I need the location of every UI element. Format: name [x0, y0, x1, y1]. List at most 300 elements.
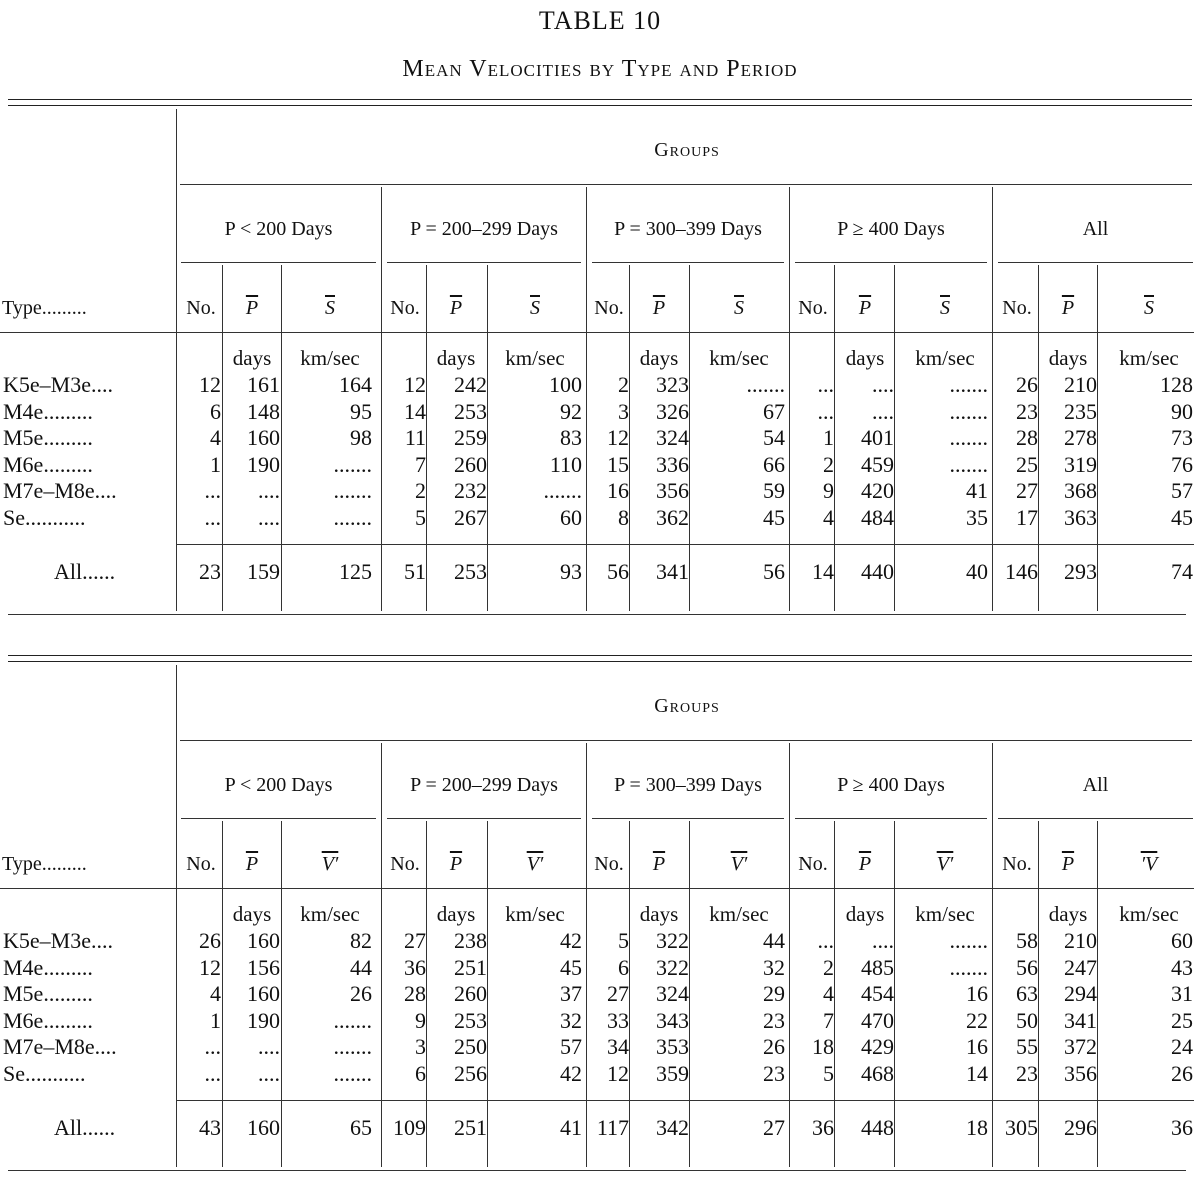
total-cell: 36	[1171, 1115, 1193, 1140]
table-cell: 12	[199, 954, 221, 980]
table-cell: 160	[247, 981, 280, 1006]
col-header-period: $\overline{P}$	[652, 853, 666, 875]
table-cell: 1	[210, 451, 221, 477]
header-rule	[0, 332, 1194, 333]
table-cell: 6	[210, 398, 221, 424]
table-row-type: M5e.........	[3, 425, 93, 450]
table-cell: 23	[763, 1007, 785, 1033]
table-cell: ....	[258, 504, 280, 530]
total-cell: 342	[656, 1115, 689, 1140]
table-cell: 27	[404, 928, 426, 953]
table-cell: 4	[823, 981, 834, 1006]
table-cell: 326	[656, 398, 689, 424]
table-cell: 82	[350, 928, 372, 953]
col-header-no: No.	[390, 297, 420, 319]
table-cell: 359	[656, 1060, 689, 1086]
table-cell: 4	[823, 504, 834, 530]
total-cell: 51	[404, 559, 426, 584]
unit-kms: km/sec	[1119, 902, 1179, 926]
col-header-no: No.	[186, 853, 216, 875]
table-cell: 253	[454, 1007, 487, 1033]
period-group-header: P ≥ 400 Days	[837, 218, 945, 240]
col-header-no: No.	[798, 297, 828, 319]
table-cell: 95	[350, 398, 372, 424]
col-header-velocity: $\overline{S}$	[734, 297, 744, 319]
table-cell: 55	[1016, 1034, 1038, 1059]
period-group-header: P = 300–399 Days	[614, 218, 762, 240]
col-header-no: No.	[798, 853, 828, 875]
table-cell: 22	[966, 1007, 988, 1033]
col-header-period: $\overline{P}$	[858, 853, 872, 875]
period-group-rule	[998, 818, 1193, 819]
col-header-no: No.	[1002, 297, 1032, 319]
table-cell: 67	[763, 398, 785, 424]
table-cell: 73	[1171, 425, 1193, 450]
period-group-rule	[795, 262, 987, 263]
table-row-type: K5e–M3e....	[3, 928, 113, 953]
table-cell: 24	[1171, 1034, 1193, 1059]
total-cell: 40	[966, 559, 988, 584]
table-cell: 4	[210, 425, 221, 450]
table-cell: 247	[1064, 954, 1097, 980]
table-cell: .......	[333, 451, 372, 477]
table-cell: 98	[350, 425, 372, 450]
total-cell: 146	[1005, 559, 1038, 584]
table-title: TABLE 10	[538, 6, 662, 35]
total-cell: 43	[199, 1115, 221, 1140]
table-cell: 420	[861, 478, 894, 503]
table-cell: 76	[1171, 451, 1193, 477]
table-cell: ...	[204, 1060, 221, 1086]
table-cell: .......	[949, 954, 988, 980]
unit-kms: km/sec	[915, 902, 975, 926]
table-cell: 44	[763, 928, 785, 953]
table-cell: 26	[1171, 1060, 1193, 1086]
table-cell: 368	[1064, 478, 1097, 503]
unit-kms: km/sec	[915, 346, 975, 370]
unit-kms: km/sec	[300, 346, 360, 370]
table-cell: 42	[560, 928, 582, 953]
groups-header: Groups	[654, 139, 720, 161]
table-cell: .......	[543, 478, 582, 503]
table-cell: 256	[454, 1060, 487, 1086]
table-cell: 16	[966, 981, 988, 1006]
table-cell: .......	[746, 372, 785, 397]
table-cell: 128	[1160, 372, 1193, 397]
table-cell: 42	[560, 1060, 582, 1086]
period-group-header: P < 200 Days	[224, 218, 333, 240]
period-group-header: P = 200–299 Days	[410, 218, 558, 240]
table-cell: 27	[607, 981, 629, 1006]
total-cell: 93	[560, 559, 582, 584]
table-cell: 210	[1064, 372, 1097, 397]
table-cell: ...	[204, 504, 221, 530]
col-header-velocity: $\overline{S}$	[1144, 297, 1154, 319]
groups-rule	[180, 184, 1192, 185]
table-cell: 16	[607, 478, 629, 503]
table-cell: 372	[1064, 1034, 1097, 1059]
table-cell: 110	[549, 451, 582, 477]
col-header-velocity: $\overline{S}$	[530, 297, 540, 319]
table-cell: 161	[247, 372, 280, 397]
total-row-type: All......	[54, 1115, 116, 1140]
total-cell: 251	[454, 1115, 487, 1140]
table-cell: 341	[1064, 1007, 1097, 1033]
total-cell: 296	[1064, 1115, 1097, 1140]
total-cell: 65	[350, 1115, 372, 1140]
table-cell: 401	[861, 425, 894, 450]
table-row-type: M5e.........	[3, 981, 93, 1006]
total-cell: 74	[1171, 559, 1193, 584]
table-cell: 32	[763, 954, 785, 980]
total-cell: 109	[393, 1115, 426, 1140]
table-cell: 28	[1016, 425, 1038, 450]
table-cell: 54	[763, 425, 785, 450]
table-cell: ....	[872, 928, 894, 953]
table-cell: .......	[949, 398, 988, 424]
table-row-type: M7e–M8e....	[3, 1034, 117, 1059]
table-cell: 250	[454, 1034, 487, 1059]
table-cell: 36	[404, 954, 426, 980]
unit-kms: km/sec	[709, 902, 769, 926]
table-cell: 63	[1016, 981, 1038, 1006]
table-cell: 459	[861, 451, 894, 477]
table-cell: 484	[861, 504, 894, 530]
col-header-period: $\overline{P}$	[449, 297, 463, 319]
table-cell: 2	[618, 372, 629, 397]
table-cell: .......	[333, 1034, 372, 1059]
double-rule-top	[8, 661, 1192, 662]
column-rule	[176, 109, 177, 611]
table-row-type: M6e.........	[3, 451, 93, 477]
table-cell: ...	[817, 928, 834, 953]
table-cell: 23	[763, 1060, 785, 1086]
table-cell: 322	[656, 928, 689, 953]
table-cell: .......	[949, 425, 988, 450]
table-cell: 6	[618, 954, 629, 980]
table-cell: 23	[1016, 1060, 1038, 1086]
table-cell: 210	[1064, 928, 1097, 953]
total-rule	[176, 544, 1194, 545]
table-cell: 57	[560, 1034, 582, 1059]
table-cell: 148	[247, 398, 280, 424]
table-cell: 294	[1064, 981, 1097, 1006]
table-cell: 12	[404, 372, 426, 397]
total-cell: 56	[763, 559, 785, 584]
period-group-rule	[387, 262, 581, 263]
total-cell: 159	[247, 559, 280, 584]
col-header-period: $\overline{P}$	[652, 297, 666, 319]
total-cell: 56	[607, 559, 629, 584]
period-group-rule	[181, 818, 376, 819]
table-cell: 60	[1171, 928, 1193, 953]
table-cell: 43	[1171, 954, 1193, 980]
bottom-rule	[8, 1170, 1186, 1171]
table-cell: 15	[607, 451, 629, 477]
unit-kms: km/sec	[505, 346, 565, 370]
table-cell: 6	[415, 1060, 426, 1086]
table-cell: 235	[1064, 398, 1097, 424]
total-cell: 448	[861, 1115, 894, 1140]
unit-kms: km/sec	[709, 346, 769, 370]
table-cell: 238	[454, 928, 487, 953]
table-cell: 26	[1016, 372, 1038, 397]
table-cell: 92	[560, 398, 582, 424]
header-rule	[0, 888, 1194, 889]
table-cell: 14	[404, 398, 426, 424]
table-cell: ...	[204, 478, 221, 503]
double-rule-top	[8, 105, 1192, 106]
table-cell: ....	[872, 372, 894, 397]
unit-days: days	[845, 902, 885, 926]
table-cell: ....	[258, 1060, 280, 1086]
table-cell: 362	[656, 504, 689, 530]
total-cell: 440	[861, 559, 894, 584]
table-cell: .......	[949, 372, 988, 397]
table-cell: .......	[333, 478, 372, 503]
table-cell: 343	[656, 1007, 689, 1033]
table-cell: 31	[1171, 981, 1193, 1006]
table-cell: 32	[560, 1007, 582, 1033]
table-cell: 35	[966, 504, 988, 530]
total-cell: 18	[966, 1115, 988, 1140]
table-cell: 27	[1016, 478, 1038, 503]
unit-days: days	[639, 346, 679, 370]
table-cell: 242	[454, 372, 487, 397]
table-cell: 45	[763, 504, 785, 530]
table-cell: ....	[258, 478, 280, 503]
table-cell: 11	[404, 425, 426, 450]
period-group-rule	[181, 262, 376, 263]
table-cell: 232	[454, 478, 487, 503]
period-group-header: P < 200 Days	[224, 774, 333, 796]
period-group-rule	[592, 262, 784, 263]
total-cell: 117	[596, 1115, 629, 1140]
period-group-header: All	[1082, 774, 1109, 796]
type-header: Type.........	[2, 297, 87, 319]
unit-days: days	[1048, 902, 1088, 926]
table-cell: .......	[333, 1007, 372, 1033]
table-cell: 1	[823, 425, 834, 450]
total-cell: 41	[560, 1115, 582, 1140]
table-cell: 9	[415, 1007, 426, 1033]
table-row-type: M7e–M8e....	[3, 478, 117, 503]
table-cell: 324	[656, 981, 689, 1006]
table-cell: 44	[350, 954, 372, 980]
period-group-rule	[795, 818, 987, 819]
table-cell: 60	[560, 504, 582, 530]
total-row-type: All......	[54, 559, 116, 584]
col-header-period: $\overline{P}$	[1061, 297, 1075, 319]
table-cell: 12	[607, 1060, 629, 1086]
table-cell: 267	[454, 504, 487, 530]
table-cell: ....	[258, 1034, 280, 1059]
col-header-no: No.	[390, 853, 420, 875]
col-header-period: $\overline{P}$	[1061, 853, 1075, 875]
table-cell: 14	[966, 1060, 988, 1086]
table-cell: 260	[454, 981, 487, 1006]
table-cell: 353	[656, 1034, 689, 1059]
table-cell: 260	[454, 451, 487, 477]
table-cell: 28	[404, 981, 426, 1006]
table-cell: 251	[454, 954, 487, 980]
table-cell: 356	[1064, 1060, 1097, 1086]
table-cell: 454	[861, 981, 894, 1006]
table-cell: 363	[1064, 504, 1097, 530]
table-cell: 59	[763, 478, 785, 503]
total-cell: 125	[339, 559, 372, 584]
table-cell: .......	[949, 451, 988, 477]
period-group-header: P ≥ 400 Days	[837, 774, 945, 796]
table-cell: 12	[607, 425, 629, 450]
unit-days: days	[639, 902, 679, 926]
total-cell: 293	[1064, 559, 1097, 584]
period-group-header: P = 300–399 Days	[614, 774, 762, 796]
period-group-header: All	[1082, 218, 1109, 240]
period-group-header: P = 200–299 Days	[410, 774, 558, 796]
table-cell: 26	[350, 981, 372, 1006]
unit-days: days	[232, 902, 272, 926]
groups-rule	[180, 740, 1192, 741]
total-cell: 14	[812, 559, 834, 584]
period-group-rule	[592, 818, 784, 819]
table-cell: .......	[333, 504, 372, 530]
total-cell: 341	[656, 559, 689, 584]
total-cell: 160	[247, 1115, 280, 1140]
unit-days: days	[436, 346, 476, 370]
table-cell: 33	[607, 1007, 629, 1033]
table-cell: ...	[817, 398, 834, 424]
table-cell: 26	[763, 1034, 785, 1059]
table-row-type: Se...........	[3, 1060, 86, 1086]
col-header-velocity: ′V	[1140, 853, 1158, 875]
table-cell: .......	[333, 1060, 372, 1086]
table-cell: 29	[763, 981, 785, 1006]
table-cell: 3	[415, 1034, 426, 1059]
col-header-period: $\overline{P}$	[449, 853, 463, 875]
unit-days: days	[1048, 346, 1088, 370]
table-cell: 323	[656, 372, 689, 397]
table-cell: 468	[861, 1060, 894, 1086]
table-row-type: M4e.........	[3, 398, 93, 424]
table-cell: 8	[618, 504, 629, 530]
table-cell: 5	[415, 504, 426, 530]
table-cell: 26	[199, 928, 221, 953]
table-cell: 1	[210, 1007, 221, 1033]
col-header-no: No.	[594, 297, 624, 319]
table-cell: 17	[1016, 504, 1038, 530]
total-rule	[176, 1100, 1194, 1101]
column-rule	[176, 665, 177, 1167]
table-cell: 253	[454, 398, 487, 424]
table-cell: 100	[549, 372, 582, 397]
table-cell: .......	[949, 928, 988, 953]
col-header-period: $\overline{P}$	[858, 297, 872, 319]
col-header-velocity: V′	[936, 853, 954, 875]
col-header-no: No.	[594, 853, 624, 875]
table-cell: 278	[1064, 425, 1097, 450]
table-cell: 56	[1016, 954, 1038, 980]
col-header-no: No.	[1002, 853, 1032, 875]
table-cell: 37	[560, 981, 582, 1006]
unit-kms: km/sec	[1119, 346, 1179, 370]
table-cell: ...	[204, 1034, 221, 1059]
table-subtitle: Mean Velocities by Type and Period	[402, 56, 798, 82]
total-cell: 305	[1005, 1115, 1038, 1140]
table-cell: 356	[656, 478, 689, 503]
unit-kms: km/sec	[505, 902, 565, 926]
table-cell: 160	[247, 425, 280, 450]
double-rule-top	[8, 99, 1192, 100]
bottom-rule	[8, 614, 1186, 615]
table-cell: 9	[823, 478, 834, 503]
table-cell: 470	[861, 1007, 894, 1033]
table-cell: 2	[823, 451, 834, 477]
table-cell: ...	[817, 372, 834, 397]
table-cell: 2	[823, 954, 834, 980]
table-cell: 160	[247, 928, 280, 953]
unit-kms: km/sec	[300, 902, 360, 926]
table-cell: 429	[861, 1034, 894, 1059]
table-cell: 7	[823, 1007, 834, 1033]
table-row-type: K5e–M3e....	[3, 372, 113, 397]
table-cell: 5	[823, 1060, 834, 1086]
table-cell: 83	[560, 425, 582, 450]
table-row-type: M6e.........	[3, 1007, 93, 1033]
col-header-period: $\overline{P}$	[245, 297, 259, 319]
col-header-velocity: $\overline{S}$	[325, 297, 335, 319]
col-header-velocity: V′	[321, 853, 339, 875]
table-cell: 12	[199, 372, 221, 397]
table-cell: 485	[861, 954, 894, 980]
period-group-rule	[387, 818, 581, 819]
unit-days: days	[436, 902, 476, 926]
unit-days: days	[232, 346, 272, 370]
table-cell: 3	[618, 398, 629, 424]
table-cell: 41	[966, 478, 988, 503]
type-header: Type.........	[2, 853, 87, 875]
table-cell: 319	[1064, 451, 1097, 477]
total-cell: 253	[454, 559, 487, 584]
groups-header: Groups	[654, 695, 720, 717]
col-header-velocity: V′	[730, 853, 748, 875]
table-cell: 7	[415, 451, 426, 477]
table-cell: 66	[763, 451, 785, 477]
total-cell: 23	[199, 559, 221, 584]
table-cell: 190	[247, 1007, 280, 1033]
table-cell: 190	[247, 451, 280, 477]
table-cell: 2	[415, 478, 426, 503]
col-header-no: No.	[186, 297, 216, 319]
table-row-type: Se...........	[3, 504, 86, 530]
table-cell: 259	[454, 425, 487, 450]
table-cell: 4	[210, 981, 221, 1006]
table-cell: 50	[1016, 1007, 1038, 1033]
table-cell: 164	[339, 372, 372, 397]
total-cell: 27	[763, 1115, 785, 1140]
table-cell: 16	[966, 1034, 988, 1059]
unit-days: days	[845, 346, 885, 370]
table-cell: 58	[1016, 928, 1038, 953]
table-cell: 25	[1171, 1007, 1193, 1033]
table-cell: 45	[560, 954, 582, 980]
table-cell: 322	[656, 954, 689, 980]
col-header-velocity: $\overline{S}$	[940, 297, 950, 319]
table-cell: 57	[1171, 478, 1193, 503]
table-cell: 156	[247, 954, 280, 980]
table-cell: 324	[656, 425, 689, 450]
table-cell: 336	[656, 451, 689, 477]
